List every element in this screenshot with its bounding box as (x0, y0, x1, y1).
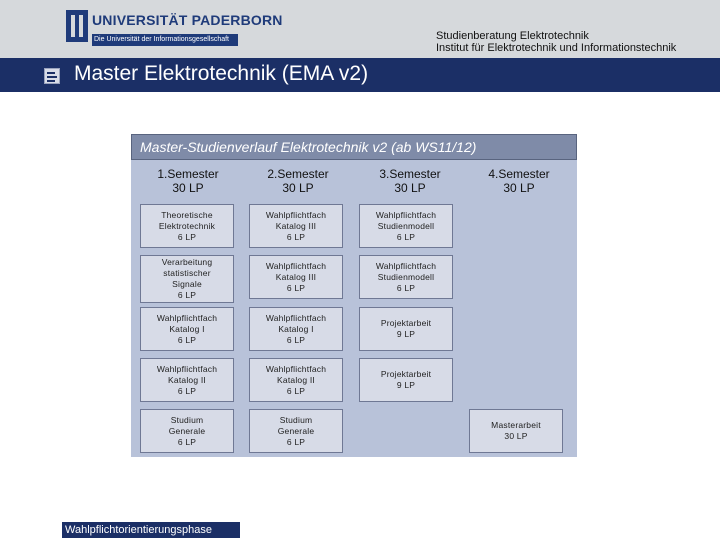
semester-credits: 30 LP (394, 181, 426, 195)
module-line: Wahlpflichtfach (375, 260, 437, 271)
module-credits: 6 LP (177, 334, 197, 345)
study-plan-panel (131, 134, 577, 457)
module-credits: 6 LP (286, 231, 306, 242)
phase-label: Wahlpflichtorientierungsphase (62, 522, 240, 538)
module-credits: 9 LP (396, 329, 416, 339)
module-line: Katalog II (277, 374, 315, 385)
study-plan-title: Master-Studienverlauf Elektrotechnik v2 (ab WS11/12) (140, 139, 477, 155)
semester-name: 1.Semester (157, 167, 219, 181)
module-line: Signale (172, 279, 202, 289)
module-credits: 6 LP (177, 231, 197, 242)
module-line: Wahlpflichtfach (375, 209, 437, 220)
module-line: Studium (279, 414, 313, 425)
module-line: Generale (277, 425, 315, 436)
module-line: Elektrotechnik (158, 220, 216, 231)
module-credits: 6 LP (286, 385, 306, 396)
module-credits: 6 LP (396, 282, 416, 293)
module-credits: 6 LP (396, 231, 416, 242)
module-projektarbeit[interactable] (359, 307, 453, 351)
semester-name: 2.Semester (267, 167, 329, 181)
page-title: Master Elektrotechnik (EMA v2) (74, 62, 369, 85)
slide-list-icon (44, 68, 60, 84)
semester-1-header (138, 167, 238, 195)
module-theoretische-elektrotechnik[interactable] (140, 204, 234, 248)
module-credits: 6 LP (286, 282, 306, 293)
university-logo-mark-icon (66, 10, 88, 42)
module-credits: 6 LP (286, 436, 306, 447)
semester-2-header (248, 167, 348, 195)
module-line: Wahlpflichtfach (265, 312, 327, 323)
module-line: Studium (170, 414, 204, 425)
study-plan-header (131, 134, 577, 160)
module-wahlpflicht-katalog-2[interactable] (249, 358, 343, 402)
module-line: Theoretische (161, 209, 213, 220)
module-masterarbeit[interactable] (469, 409, 563, 453)
module-line: Wahlpflichtfach (265, 260, 327, 271)
module-line: Projektarbeit (380, 369, 432, 379)
semester-credits: 30 LP (503, 181, 535, 195)
module-line: statistischer (163, 268, 211, 278)
semester-4-header (469, 167, 569, 195)
module-line: Studienmodell (377, 271, 435, 282)
module-line: Katalog III (275, 271, 317, 282)
module-line: Generale (168, 425, 206, 436)
module-line: Studienmodell (377, 220, 435, 231)
institute-line-1: Studienberatung Elektrotechnik (436, 30, 589, 42)
semester-credits: 30 LP (282, 181, 314, 195)
module-line: Projektarbeit (380, 318, 432, 328)
semester-name: 4.Semester (488, 167, 550, 181)
module-credits: 6 LP (177, 290, 197, 300)
header-band (0, 0, 720, 58)
module-projektarbeit[interactable] (359, 358, 453, 402)
module-wahlpflicht-katalog-3[interactable] (249, 255, 343, 299)
module-line: Wahlpflichtfach (156, 312, 218, 323)
module-wahlpflicht-katalog-3[interactable] (249, 204, 343, 248)
module-studium-generale[interactable] (249, 409, 343, 453)
module-line: Verarbeitung (161, 257, 213, 267)
module-wahlpflicht-katalog-1[interactable] (249, 307, 343, 351)
module-wahlpflicht-studienmodell[interactable] (359, 255, 453, 299)
institute-info (436, 30, 676, 54)
module-wahlpflicht-katalog-2[interactable] (140, 358, 234, 402)
semester-credits: 30 LP (172, 181, 204, 195)
module-line: Wahlpflichtfach (265, 363, 327, 374)
module-credits: 6 LP (177, 385, 197, 396)
module-line: Katalog II (168, 374, 206, 385)
module-credits: 9 LP (396, 380, 416, 390)
module-line: Wahlpflichtfach (265, 209, 327, 220)
module-studium-generale[interactable] (140, 409, 234, 453)
university-name: UNIVERSITÄT PADERBORN (92, 12, 283, 28)
module-wahlpflicht-studienmodell[interactable] (359, 204, 453, 248)
university-tagline: Die Universität der Informationsgesellschaft (92, 34, 238, 46)
university-logo (62, 8, 283, 52)
module-credits: 6 LP (286, 334, 306, 345)
institute-line-2: Institut für Elektrotechnik und Informationstechnik (436, 42, 677, 54)
semester-3-header (360, 167, 460, 195)
module-line: Katalog I (169, 323, 205, 334)
module-line: Katalog III (275, 220, 317, 231)
module-credits: 6 LP (177, 436, 197, 447)
module-wahlpflicht-katalog-1[interactable] (140, 307, 234, 351)
module-verarbeitung-statistischer-signale[interactable] (140, 255, 234, 303)
semester-name: 3.Semester (379, 167, 441, 181)
module-line: Katalog I (278, 323, 314, 334)
module-line: Wahlpflichtfach (156, 363, 218, 374)
module-line: Masterarbeit (491, 420, 541, 430)
module-credits: 30 LP (504, 431, 528, 441)
